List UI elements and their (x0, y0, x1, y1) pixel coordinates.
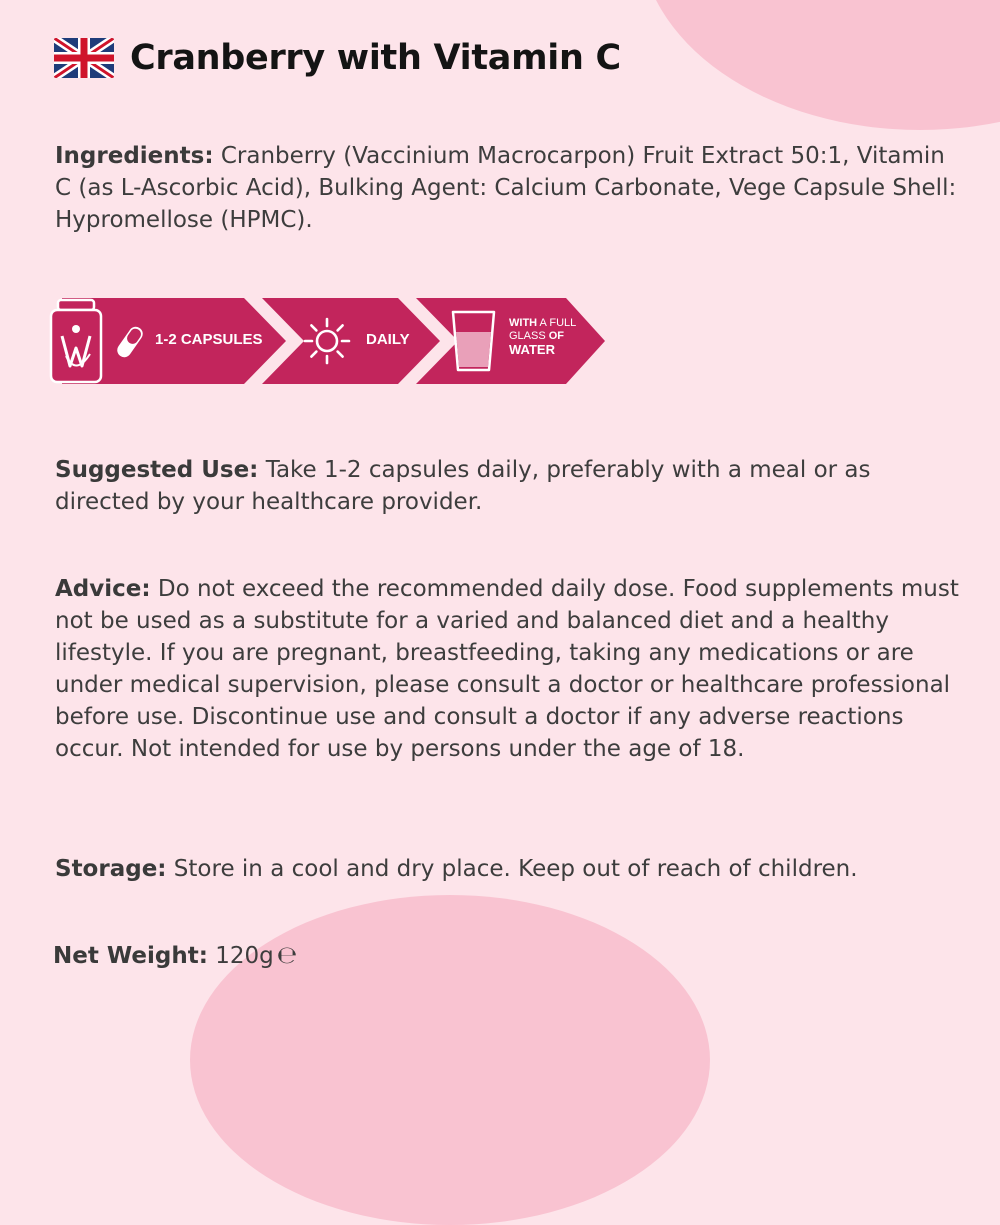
suggested-use-text: Take 1-2 capsules daily, preferably with a meal or as directed by your healthcare provider. (55, 457, 871, 515)
water-line3: WATER (509, 342, 555, 357)
bottle-icon (51, 300, 101, 382)
water-line1-rest: A FULL (537, 317, 577, 329)
uk-flag-icon (54, 38, 114, 78)
ingredients-label: Ingredients: (55, 143, 214, 169)
ingredients-section (55, 140, 960, 236)
suggested-use-label: Suggested Use: (55, 457, 259, 483)
dosage-banner (48, 296, 608, 386)
water-line2-bold: OF (548, 330, 565, 342)
net-weight-label: Net Weight: (53, 943, 208, 969)
net-weight-value: 120g (207, 943, 274, 969)
advice-text: Do not exceed the recommended daily dose. Food supplements must not be used as a substitute for a varied and balanced diet and a healthy lifestyle. If you are pregnant, breastfeeding, taking any medications or are under medical supervision, please consult a doctor or healthcare professional before use. Discontinue use and consult a doctor if any adverse reactions occur. Not intended for use by persons under the age of 18. (55, 576, 959, 762)
daily-label: DAILY (366, 331, 410, 348)
estimated-sign-icon: ℮ (276, 941, 298, 969)
advice-section (55, 573, 960, 765)
banner-segment-daily (262, 298, 440, 384)
page-title: Cranberry with Vitamin C (130, 38, 621, 78)
water-line1-bold: WITH (509, 317, 538, 329)
water-instruction (509, 317, 576, 356)
decorative-blob-top (640, 0, 1000, 130)
suggested-use-section (55, 454, 960, 518)
storage-text: Store in a cool and dry place. Keep out of reach of children. (166, 856, 858, 882)
storage-label: Storage: (55, 856, 167, 882)
advice-label: Advice: (55, 576, 151, 602)
water-line2-rest: GLASS (509, 330, 549, 342)
ingredients-text: Cranberry (Vaccinium Macrocarpon) Fruit Extract 50:1, Vitamin C (as L-Ascorbic Acid), Bulking Agent: Calcium Carbonate, Vege Capsule Shell: Hypromellose (HPMC). (55, 143, 957, 233)
storage-section (55, 853, 960, 885)
capsules-label: 1-2 CAPSULES (155, 331, 263, 348)
header (54, 38, 621, 78)
net-weight-section (53, 939, 958, 972)
